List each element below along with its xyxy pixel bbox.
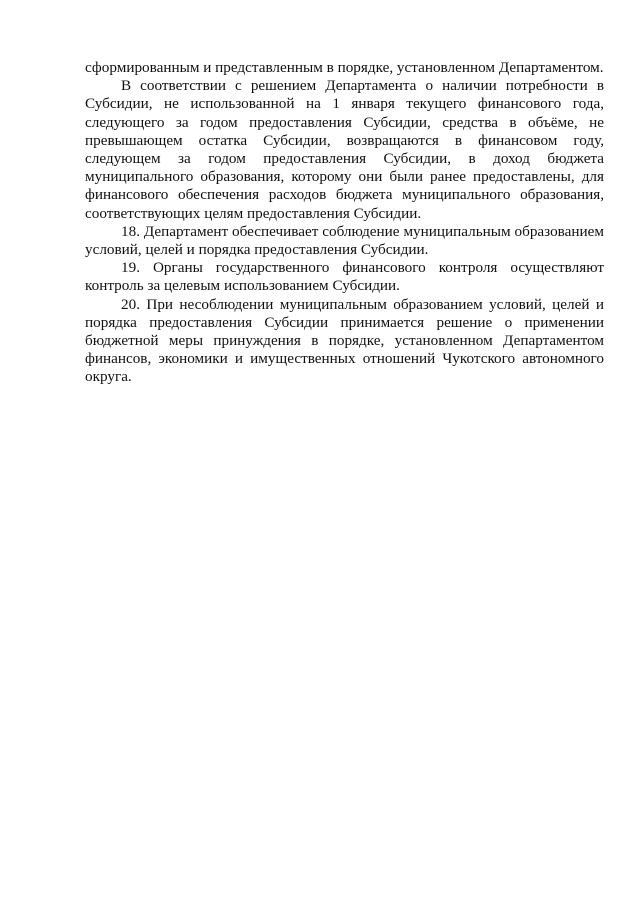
- paragraph-subsidy-return: В соответствии с решением Департамента о наличии потребности в Субсидии, не использованной на 1 января текущего финансового года, следующего за годом предоставления Субсидии, средства в объёме, не превышающем остатка Субсидии, возвращаются в финансовом году, следующем за годом предоставления Субсидии, в доход бюджета муниципального образования, которому они были ранее предоставлены, для финансового обеспечения расходов бюджета муниципального образования, соответствующих целям предоставления Субсидии.: [85, 77, 604, 222]
- paragraph-continuation: сформированным и представленным в порядке, установленном Департаментом.: [85, 59, 604, 76]
- paragraph-20: 20. При несоблюдении муниципальным образованием условий, целей и порядка предоставления Субсидии принимается решение о применении бюджетной меры принуждения в порядке, установленном Департаментом финансов, экономики и имущественных отношений Чукотского автономного округа.: [85, 295, 604, 386]
- paragraph-18: 18. Департамент обеспечивает соблюдение муниципальным образованием условий, целей и порядка предоставления Субсидии.: [85, 222, 604, 259]
- paragraph-19: 19. Органы государственного финансового контроля осуществляют контроль за целевым использованием Субсидии.: [85, 259, 604, 295]
